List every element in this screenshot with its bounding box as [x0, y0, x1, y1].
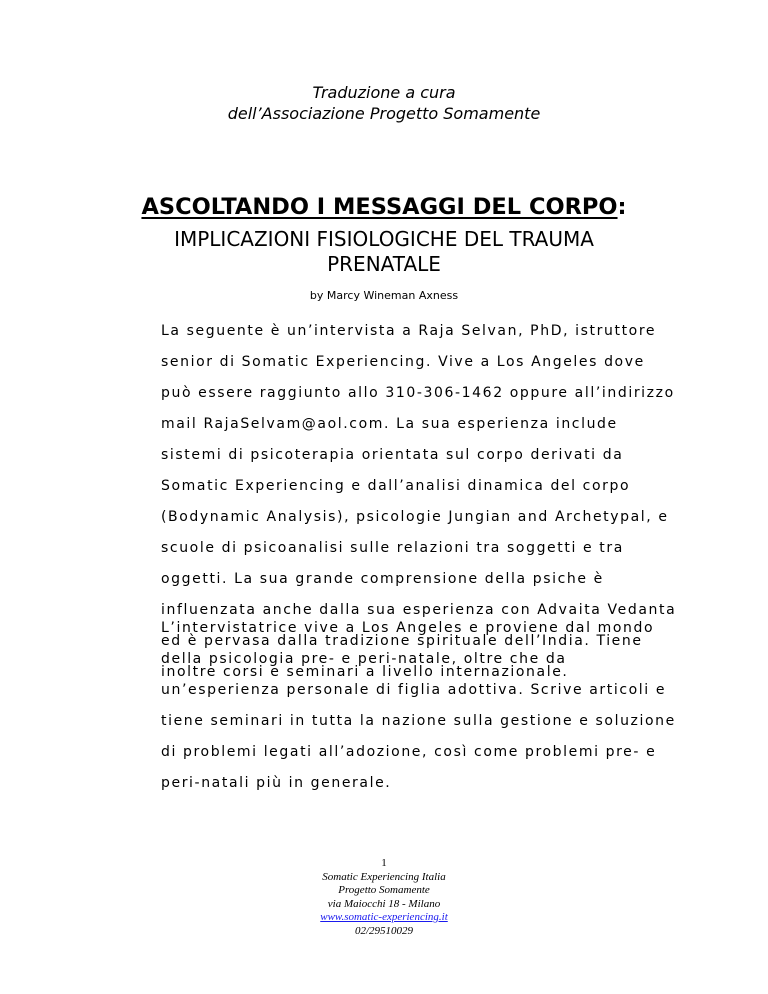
translation-credit-line-2: dell’Associazione Progetto Somamente [227, 104, 541, 123]
document-subtitle [0, 227, 768, 277]
footer-org: Somatic Experiencing Italia [322, 870, 446, 883]
paragraph-line: sistemi di psicoterapia orientata sul corpo derivati da [161, 447, 624, 463]
page-footer [0, 857, 768, 938]
paragraph-line: inoltre corsi e seminari a livello internazionale. [161, 664, 569, 680]
paragraph-line: Somatic Experiencing e dall’analisi dinamica del corpo [161, 478, 631, 494]
paragraph-line: mail RajaSelvam@aol.com. La sua esperienza include [161, 416, 618, 432]
subtitle-line-2: PRENATALE [327, 252, 441, 276]
author-byline: by Marcy Wineman Axness [309, 289, 459, 302]
paragraph-line: influenzata anche dalla sua esperienza con Advaita Vedanta [161, 602, 677, 618]
paragraph-line: scuole di psicoanalisi sulle relazioni tra soggetti e tra [161, 540, 624, 556]
paragraph-line: di problemi legati all’adozione, così come problemi pre- e [161, 744, 657, 760]
translation-credit-line-1: Traduzione a cura [312, 83, 456, 102]
footer-phone: 02/29510029 [354, 924, 414, 937]
document-title-colon: : [617, 194, 627, 220]
translation-credit [0, 82, 768, 124]
paragraph-line: della psicologia pre- e peri-natale, oltre che da [161, 651, 567, 667]
footer-address: via Maiocchi 18 - Milano [327, 897, 441, 910]
footer-website-link[interactable]: www.somatic-experiencing.it [320, 911, 448, 923]
paragraph-line: (Bodynamic Analysis), psicologie Jungian and Archetypal, e [161, 509, 669, 525]
page-number: 1 [381, 857, 387, 869]
paragraph-line: può essere raggiunto allo 310-306-1462 oppure all’indirizzo [161, 385, 675, 401]
paragraph-line: un’esperienza personale di figlia adottiva. Scrive articoli e [161, 682, 667, 698]
paragraph-line: ed è pervasa dalla tradizione spirituale dell’India. Tiene [161, 633, 643, 649]
paragraph-line: L’intervistatrice vive a Los Angeles e proviene dal mondo [161, 620, 655, 636]
paragraph-line: peri-natali più in generale. [161, 775, 392, 791]
document-title-text: ASCOLTANDO I MESSAGGI DEL CORPO [141, 194, 618, 220]
interviewer-paragraph [161, 613, 676, 799]
footer-project: Progetto Somamente [338, 884, 430, 896]
subtitle-line-1: IMPLICAZIONI FISIOLOGICHE DEL TRAUMA [174, 227, 594, 251]
paragraph-line: tiene seminari in tutta la nazione sulla gestione e soluzione [161, 713, 676, 729]
paragraph-line: senior di Somatic Experiencing. Vive a Los Angeles dove [161, 354, 645, 370]
document-title [0, 193, 768, 221]
paragraph-line: oggetti. La sua grande comprensione della psiche è [161, 571, 604, 587]
paragraph-line: La seguente è un’intervista a Raja Selvan, PhD, istruttore [161, 323, 657, 339]
